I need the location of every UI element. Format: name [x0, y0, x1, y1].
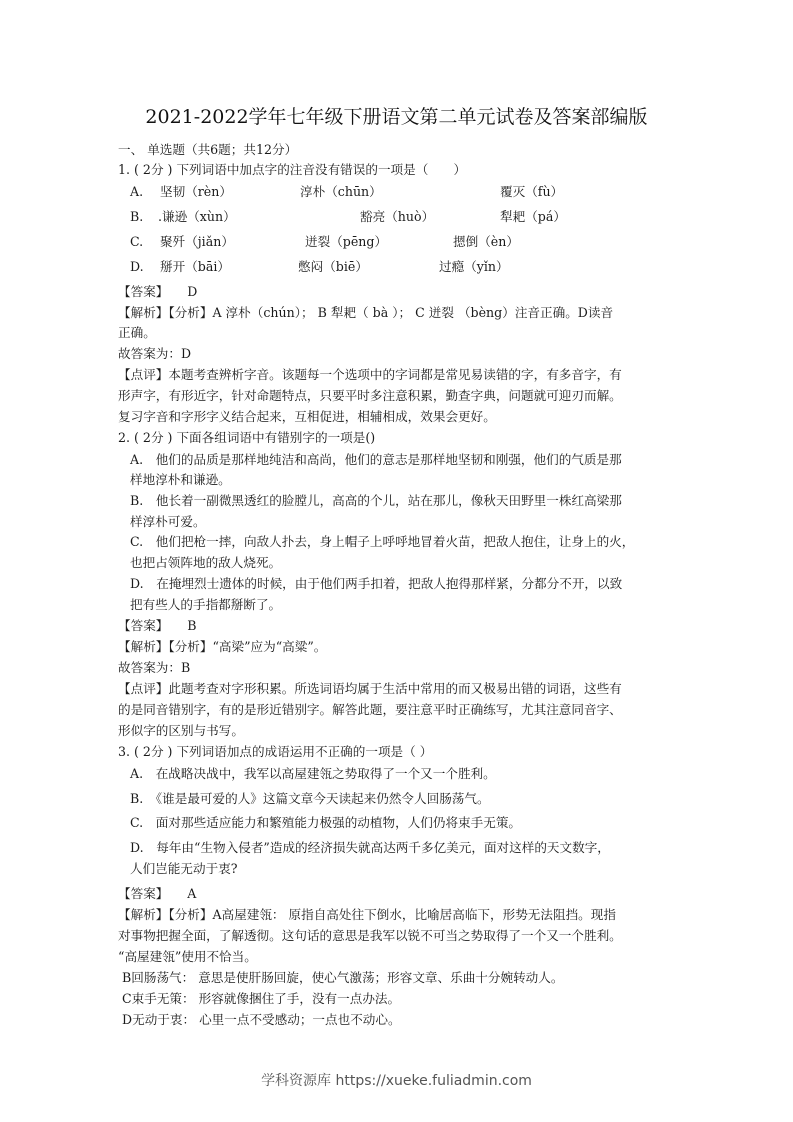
q2-option-c-cont: 也把占领阵地的敌人烧死。 — [130, 555, 282, 570]
footer-watermark: 学科资源库 https://xueke.fuliadmin.com — [261, 1073, 532, 1089]
q2-option-b: B. 他长着一副微黑透红的脸膛儿，高高的个儿，站在那儿，像秋天田野里一株红高梁那 — [130, 493, 622, 508]
option-letter: C. — [130, 234, 144, 249]
option-word: 淳朴（chūn） — [300, 184, 382, 199]
q1-stem: 1. ( 2分 ) 下列词语中加点字的注音没有错误的一项是（ ） — [118, 162, 467, 177]
q3-analysis: “高屋建瓴”使用不恰当。 — [118, 949, 257, 964]
q3-option-d: D. 每年由“生物入侵者”造成的经济损失就高达两千多亿美元，面对这样的天文数字， — [130, 840, 610, 855]
q3-option-c: C. 面对那些适应能力和繁殖能力极强的动植物，人们仍将束手无策。 — [130, 815, 522, 830]
q3-analysis: D无动于衷： 心里一点不受感动；一点也不动心。 — [122, 1012, 401, 1027]
q3-analysis: B回肠荡气： 意思是使肝肠回旋，使心气激荡；形容文章、乐曲十分婉转动人。 — [122, 970, 564, 985]
q2-option-a-cont: 样地淳朴和谦逊。 — [130, 472, 231, 487]
q2-comment: 形似字的区别与书写。 — [118, 723, 244, 738]
option-letter: D. — [130, 259, 144, 274]
q3-option-b: B. 《谁是最可爱的人》这篇文章今天读起来仍然令人回肠荡气。 — [130, 791, 490, 806]
option-word: 犁耙（pá） — [500, 209, 566, 224]
q2-stem: 2. ( 2分 ) 下面各组词语中有错别字的一项是() — [118, 430, 376, 445]
q1-conclusion: 故答案为：D — [118, 346, 192, 361]
page-title: 2021-2022学年七年级下册语文第二单元试卷及答案部编版 — [145, 106, 648, 128]
q2-analysis: 【解析】【分析】“高梁”应为“高粱”。 — [118, 639, 327, 654]
q1-analysis: 正确。 — [118, 325, 156, 340]
option-word: 憋闷（biē） — [298, 259, 368, 274]
option-word: 覆灭（fù） — [500, 184, 564, 199]
q3-option-d-cont: 人们岂能无动于衷? — [130, 861, 238, 876]
section-heading: 一、 单选题（共6题；共12分） — [118, 142, 298, 157]
q1-comment: 【点评】本题考查辨析字音。该题每一个选项中的字词都是常见易读错的字，有多音字，有 — [118, 367, 622, 382]
q1-comment: 复习字音和字形字义结合起来，互相促进，相辅相成，效果会更好。 — [118, 409, 496, 424]
option-letter: B. — [130, 209, 144, 224]
q3-analysis: 【解析】【分析】A高屋建瓴： 原指自高处往下倒水，比喻居高临下，形势无法阻挡。现指 — [118, 907, 616, 922]
q3-analysis: C束手无策： 形容就像捆住了手，没有一点办法。 — [122, 991, 401, 1006]
q2-comment: 【点评】此题考查对字形积累。所选词语均属于生活中常用的而又极易出错的词语，这些有 — [118, 681, 622, 696]
q2-answer: 【答案】 B — [118, 618, 197, 633]
q2-option-c: C. 他们把枪一摔，向敌人扑去，身上帽子上呼呼地冒着火苗，把敌人抱住，让身上的火， — [130, 534, 635, 549]
option-word: 聚歼（jiǎn） — [160, 234, 234, 249]
option-word: 豁亮（huò） — [360, 209, 435, 224]
q2-option-b-cont: 样淳朴可爱。 — [130, 514, 206, 529]
q2-option-d-cont: 把有些人的手指都掰断了。 — [130, 597, 282, 612]
q3-stem: 3. ( 2分 ) 下列词语加点的成语运用不正确的一项是（ ） — [118, 744, 433, 759]
q2-option-d: D. 在掩埋烈士遗体的时候，由于他们两手扣着，把敌人抱得那样紧，分都分不开，以致 — [130, 576, 623, 591]
option-word: 摁倒（èn） — [453, 234, 519, 249]
option-word: .谦逊（xùn） — [158, 209, 236, 224]
option-word: 过瘾（yǐn） — [439, 259, 509, 274]
q2-conclusion: 故答案为：B — [118, 660, 191, 675]
q1-comment: 形声字，有形近字，针对命题特点，只要平时多注意积累，勤查字典，问题就可迎刃而解。 — [118, 388, 622, 403]
q3-option-a: A. 在战略决战中，我军以高屋建瓴之势取得了一个又一个胜利。 — [130, 766, 496, 781]
option-word: 迸裂（pēng） — [305, 234, 388, 249]
q2-option-a: A. 他们的品质是那样地纯洁和高尚，他们的意志是那样地坚韧和刚强，他们的气质是那 — [130, 452, 622, 467]
q3-answer: 【答案】 A — [118, 886, 197, 901]
option-letter: A. — [130, 184, 144, 199]
q3-analysis: 对事物把握全面，了解透彻。这句话的意思是我军以锐不可当之势取得了一个又一个胜利。 — [118, 928, 622, 943]
q2-comment: 的是同音错别字，有的是形近错别字。解答此题，要注意平时正确练写，尤其注意同音字、 — [118, 702, 622, 717]
q1-answer: 【答案】 D — [118, 284, 198, 299]
option-word: 坚韧（rèn） — [160, 184, 232, 199]
option-word: 掰开（bāi） — [160, 259, 230, 274]
q1-analysis: 【解析】【分析】A 淳朴（chún）； B 犁耙（ bà ）； C 迸裂 （bèng）注音正确。D读音 — [118, 305, 614, 320]
